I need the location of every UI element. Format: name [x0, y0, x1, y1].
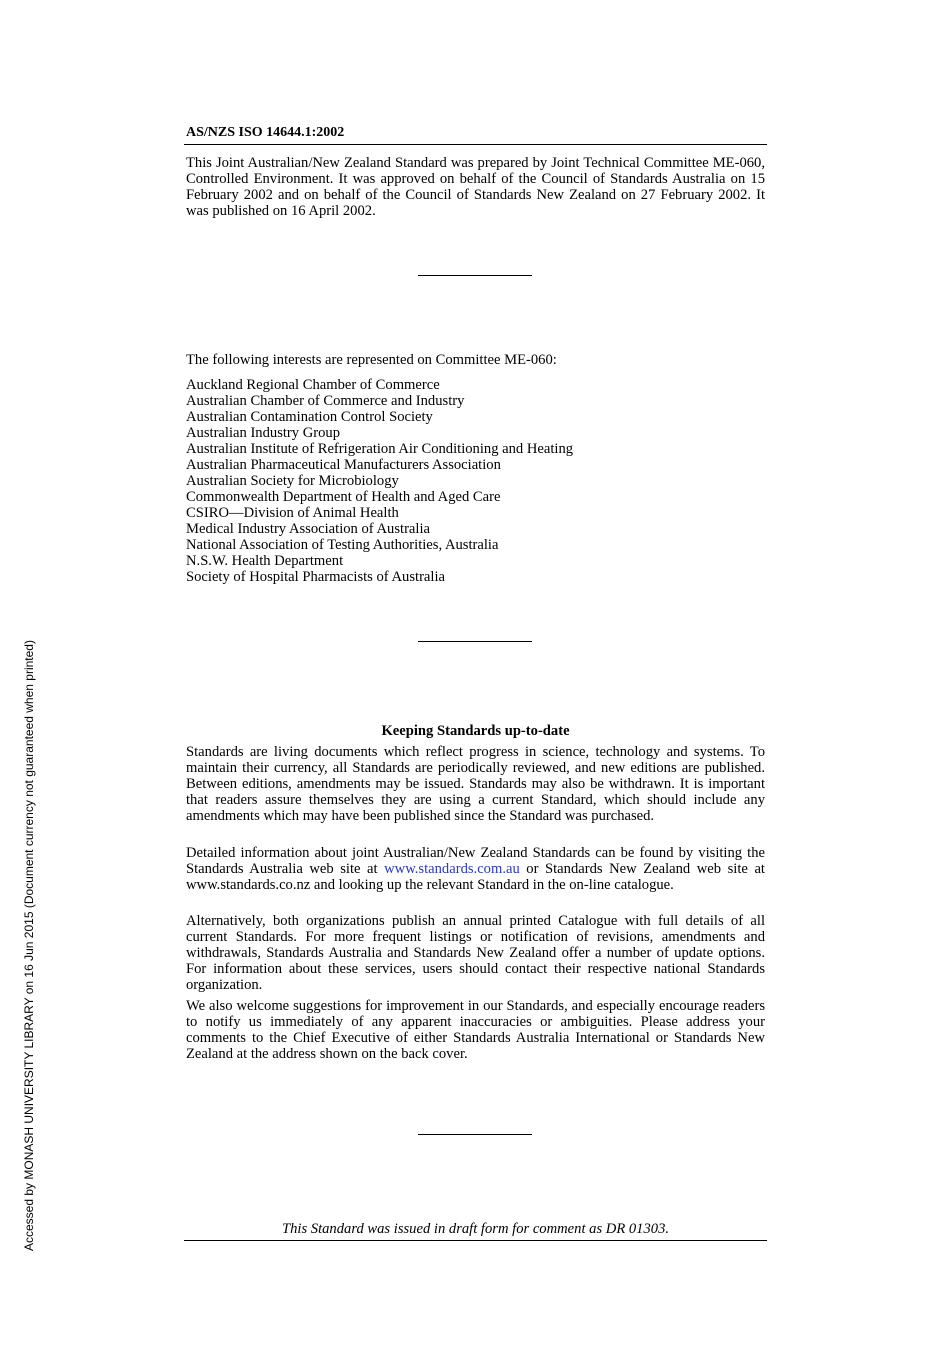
member-item: National Association of Testing Authorities, Australia	[186, 537, 499, 553]
keeping-paragraph	[186, 845, 765, 893]
document-id: AS/NZS ISO 14644.1:2002	[186, 125, 345, 140]
keeping-title: Keeping Standards up-to-date	[381, 723, 570, 739]
keeping-paragraph: Standards are living documents which reflect progress in science, technology and systems. To maintain their currency, all Standards are periodically reviewed, and new editions are published. Between editions, amendments may be issued. Standards may also be withdrawn. It is important that readers assure themselves they are using a current Standard, which should include any amendments which may have been published since the Standard was purchased.	[186, 744, 765, 824]
member-item: Australian Pharmaceutical Manufacturers Association	[186, 457, 501, 473]
paragraph-text: Detailed information about joint Australian/New Zealand Standards can be found by visiting the Standards Australia web site at	[186, 845, 765, 877]
draft-note: This Standard was issued in draft form for comment as DR 01303.	[281, 1221, 670, 1237]
member-item: Medical Industry Association of Australia	[186, 521, 430, 537]
keeping-paragraph: Alternatively, both organizations publish an annual printed Catalogue with full details of all current Standards. For more frequent listings or notification of revisions, amendments and withdrawals, Standards Australia and Standards New Zealand offer a number of update options. For information about these services, users should contact their respective national Standards organization.	[186, 913, 765, 993]
member-item: Australian Industry Group	[186, 425, 341, 441]
paragraph-text: or Standards New Zealand web site at www.standards.co.nz and looking up the relevant Standard in the on-line catalogue.	[186, 861, 765, 893]
member-item: Australian Contamination Control Society	[186, 409, 433, 425]
section-divider	[418, 1134, 532, 1135]
access-watermark: Accessed by MONASH UNIVERSITY LIBRARY on 16 Jun 2015 (Document currency not guaranteed when printed)	[22, 640, 36, 1251]
section-divider	[418, 275, 532, 276]
section-divider	[418, 641, 532, 642]
member-item: Commonwealth Department of Health and Aged Care	[186, 489, 501, 505]
interests-heading: The following interests are represented on Committee ME-060:	[186, 352, 557, 368]
intro-paragraph: This Joint Australian/New Zealand Standard was prepared by Joint Technical Committee ME-060, Controlled Environment. It was approved on behalf of the Council of Standards Australia on 15 February 2002 and on behalf of the Council of Standards New Zealand on 27 February 2002. It was published on 16 April 2002.	[186, 155, 765, 219]
header-rule	[184, 144, 767, 145]
member-item: CSIRO—Division of Animal Health	[186, 505, 399, 521]
member-item: Australian Chamber of Commerce and Industry	[186, 393, 465, 409]
footer-rule	[184, 1240, 767, 1241]
member-item: Australian Society for Microbiology	[186, 473, 399, 489]
standards-australia-link[interactable]: www.standards.com.au	[384, 861, 520, 877]
member-item: Society of Hospital Pharmacists of Australia	[186, 569, 445, 585]
keeping-paragraph: We also welcome suggestions for improvement in our Standards, and especially encourage readers to notify us immediately of any apparent inaccuracies or ambiguities. Please address your comments to the Chief Executive of either Standards Australia International or Standards New Zealand at the address shown on the back cover.	[186, 998, 765, 1062]
member-item: Australian Institute of Refrigeration Air Conditioning and Heating	[186, 441, 574, 457]
member-item: N.S.W. Health Department	[186, 553, 344, 569]
member-item: Auckland Regional Chamber of Commerce	[186, 377, 440, 393]
member-list	[186, 377, 573, 585]
